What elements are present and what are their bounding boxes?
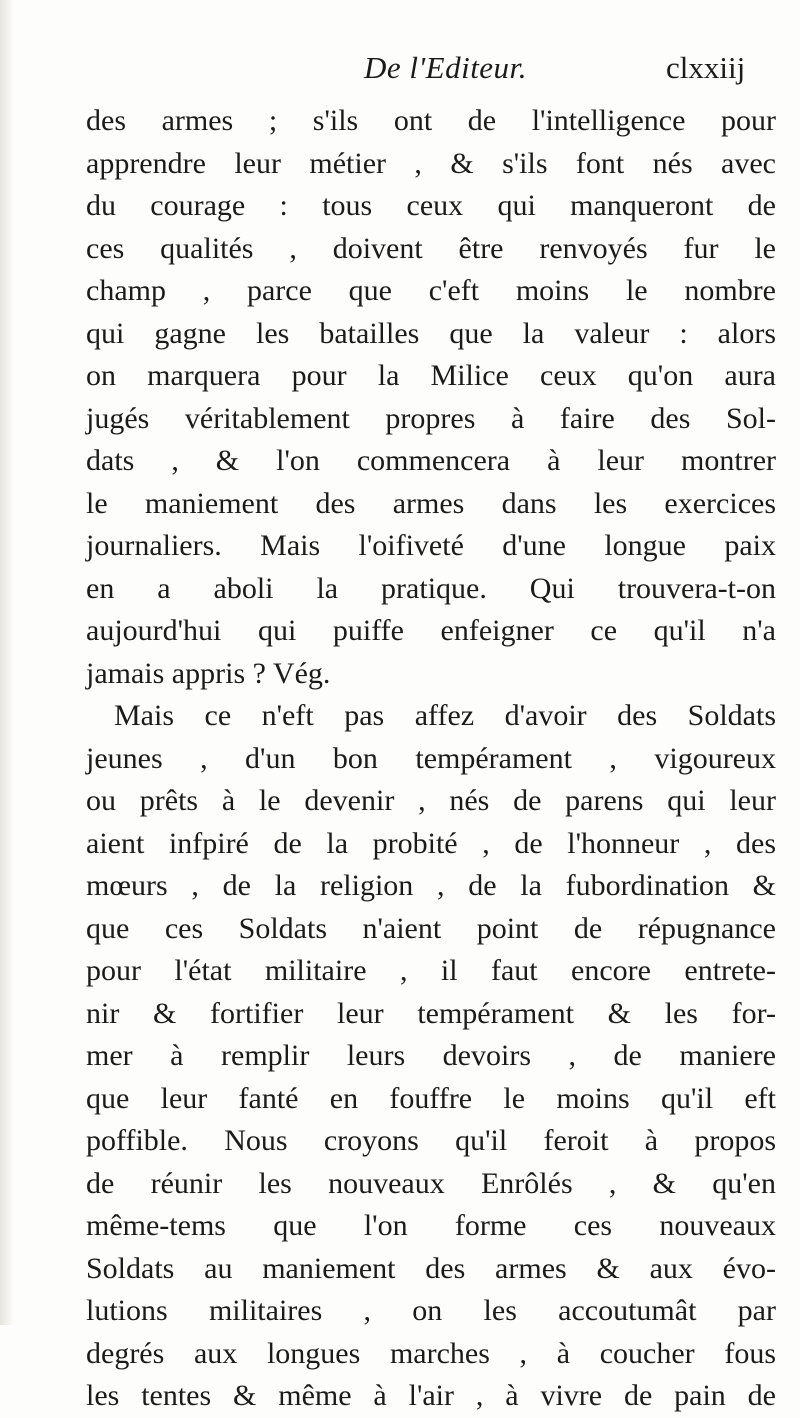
text-line: mœurs , de la religion , de la fubordination & [86,869,776,902]
text-line: des armes ; s'ils ont de l'intelligence pour [86,104,776,137]
text-line: jamais appris ? Vég. [86,656,331,690]
text-line: pour l'état militaire , il faut encore entrete- [86,954,776,987]
page-number: clxxiij [666,50,746,85]
text-line: Mais ce n'eft pas affez d'avoir des Soldats [114,699,776,732]
text-line: le maniement des armes dans les exercices [86,486,776,520]
text-line: même-tems que l'on forme ces nouveaux [86,1209,776,1242]
text-line: apprendre leur métier , & s'ils font nés avec [86,146,776,180]
text-line: du courage : tous ceux qui manqueront de [86,189,776,222]
text-line: que ces Soldats n'aient point de répugnance [86,911,776,945]
text-line: jugés véritablement propres à faire des Sol- [86,401,776,435]
page-header [0,50,800,100]
text-line: qui gagne les batailles que la valeur : alors [86,316,776,350]
text-line: les tentes & même à l'air , à vivre de pain de [86,1379,776,1412]
text-line: champ , parce que c'eft moins le nombre [86,274,776,307]
text-line: en a aboli la pratique. Qui trouvera-t-on [86,571,776,605]
text-line: lutions militaires , on les accoutumât par [86,1294,776,1327]
paragraph-1 [86,100,776,695]
paragraph-2 [86,695,776,1418]
text-line: dats , & l'on commencera à leur montrer [86,444,776,477]
text-line: aujourd'hui qui puiffe enfeigner ce qu'il n'a [86,614,776,647]
text-line: ou prêts à le devenir , nés de parens qui leur [86,784,776,817]
body-text [86,100,776,1418]
text-line: Soldats au maniement des armes & aux évo- [86,1251,776,1285]
text-line: mer à remplir leurs devoirs , de maniere [86,1039,776,1072]
text-line: on marquera pour la Milice ceux qu'on aura [86,359,776,392]
running-title: De l'Editeur. [364,50,527,85]
text-line: que leur fanté en fouffre le moins qu'il eft [86,1081,776,1115]
text-line: jeunes , d'un bon tempérament , vigoureux [86,741,776,775]
text-line: nir & fortifier leur tempérament & les for- [86,996,776,1030]
text-line: de réunir les nouveaux Enrôlés , & qu'en [86,1166,776,1200]
text-line: journaliers. Mais l'oifiveté d'une longue paix [86,529,776,562]
text-line: poffible. Nous croyons qu'il feroit à propos [86,1124,776,1157]
text-line: degrés aux longues marches , à coucher fous [86,1336,776,1370]
text-line: aient infpiré de la probité , de l'honneur , des [86,826,776,860]
gutter-shadow [0,0,14,1325]
text-line: ces qualités , doivent être renvoyés fur le [86,231,776,265]
